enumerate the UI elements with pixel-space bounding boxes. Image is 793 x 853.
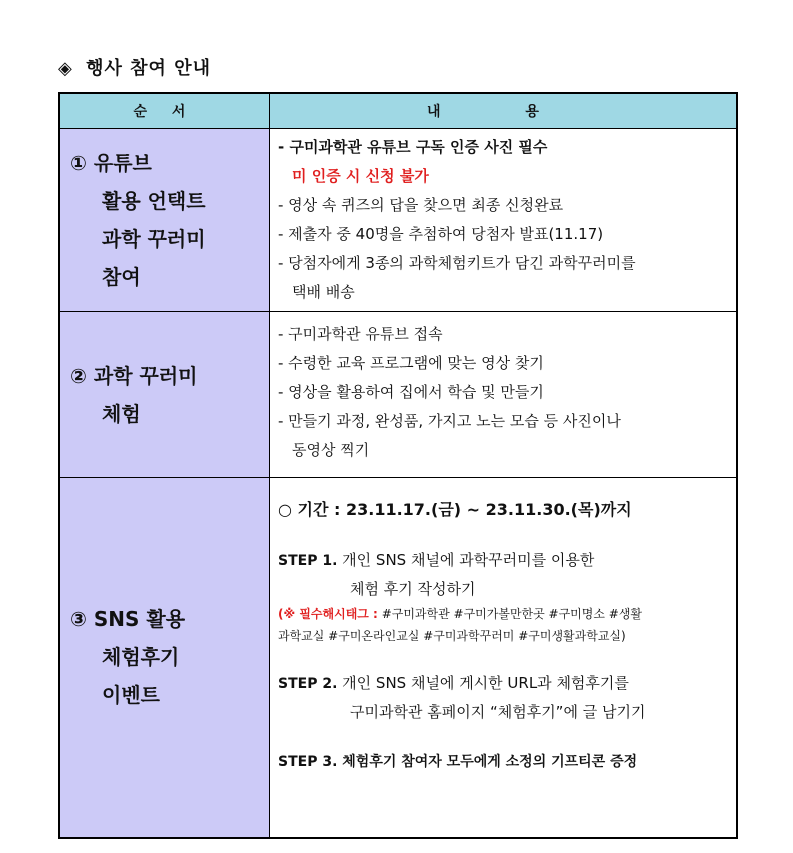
content-line: - 제출자 중 40명을 추첨하여 당첨자 발표(11.17): [278, 225, 604, 243]
required-hashtags-label: ※ 필수해시태그 :: [283, 607, 378, 621]
hashtags-text: #구미과학관 #구미가볼만한곳 #구미명소 #생활: [381, 607, 643, 621]
row-label: [59, 312, 270, 478]
row-label-line: 체험: [102, 401, 141, 426]
column-header-order: 순 서: [59, 93, 270, 129]
content-line: - 구미과학관 유튜브 접속: [278, 325, 443, 343]
row-content: [270, 312, 738, 478]
warning-text: 미 인증 시 신청 불가: [292, 167, 429, 185]
event-info-table: [58, 92, 738, 839]
step1-label: STEP 1.: [278, 553, 338, 569]
event-period: ○ 기간 : 23.11.17.(금) ~ 23.11.30.(목)까지: [278, 500, 632, 519]
hashtags-text: 과학교실 #구미온라인교실 #구미과학꾸러미 #구미생활과학교실): [278, 629, 626, 643]
column-header-content: 내 용: [270, 93, 738, 129]
step2-text: 구미과학관 홈페이지 “체험후기”에 글 남기기: [350, 703, 646, 721]
step3-text: 체험후기 참여자 모두에게 소정의 기프티콘 증정: [342, 754, 638, 770]
diamond-icon: ◈: [58, 58, 73, 79]
step2-label: STEP 2.: [278, 676, 338, 692]
content-line: - 수령한 교육 프로그램에 맞는 영상 찾기: [278, 354, 544, 372]
step1-text: 개인 SNS 채널에 과학꾸러미를 이용한: [342, 551, 595, 569]
tags-open: (: [278, 607, 284, 621]
row-label-line: 참여: [102, 265, 141, 289]
row-label-line: 활용 언택트: [102, 189, 206, 213]
row-content: [270, 478, 738, 838]
row-label: [59, 478, 270, 838]
section-title: 행사 참여 안내: [86, 58, 211, 79]
step1-text: 체험 후기 작성하기: [350, 580, 476, 598]
row-label: [59, 129, 270, 312]
table-row: [59, 312, 737, 478]
row-label-line: 과학 꾸러미: [102, 227, 206, 251]
table-row: [59, 129, 737, 312]
row-label-line: 이벤트: [102, 683, 160, 708]
row-label-line: 체험후기: [102, 645, 180, 670]
content-line: - 구미과학관 유튜브 구독 인증 사진 필수: [278, 138, 548, 156]
step2-text: 개인 SNS 채널에 게시한 URL과 체험후기를: [342, 674, 629, 692]
row-content: [270, 129, 738, 312]
row-label-line: ③ SNS 활용: [70, 607, 186, 632]
section-heading: [58, 54, 211, 80]
content-line: - 영상을 활용하여 집에서 학습 및 만들기: [278, 383, 544, 401]
row-label-line: ② 과학 꾸러미: [70, 363, 198, 388]
content-line: - 만들기 과정, 완성품, 가지고 노는 모습 등 사진이나: [278, 412, 621, 430]
content-line: - 영상 속 퀴즈의 답을 찾으면 최종 신청완료: [278, 196, 564, 214]
table-row: [59, 478, 737, 838]
step3-label: STEP 3.: [278, 754, 338, 770]
content-line: 택배 배송: [292, 283, 355, 301]
table-header-row: [59, 93, 737, 129]
content-line: - 당첨자에게 3종의 과학체험키트가 담긴 과학꾸러미를: [278, 254, 636, 272]
content-line: 동영상 찍기: [292, 441, 370, 459]
row-label-line: ① 유튜브: [70, 151, 152, 175]
